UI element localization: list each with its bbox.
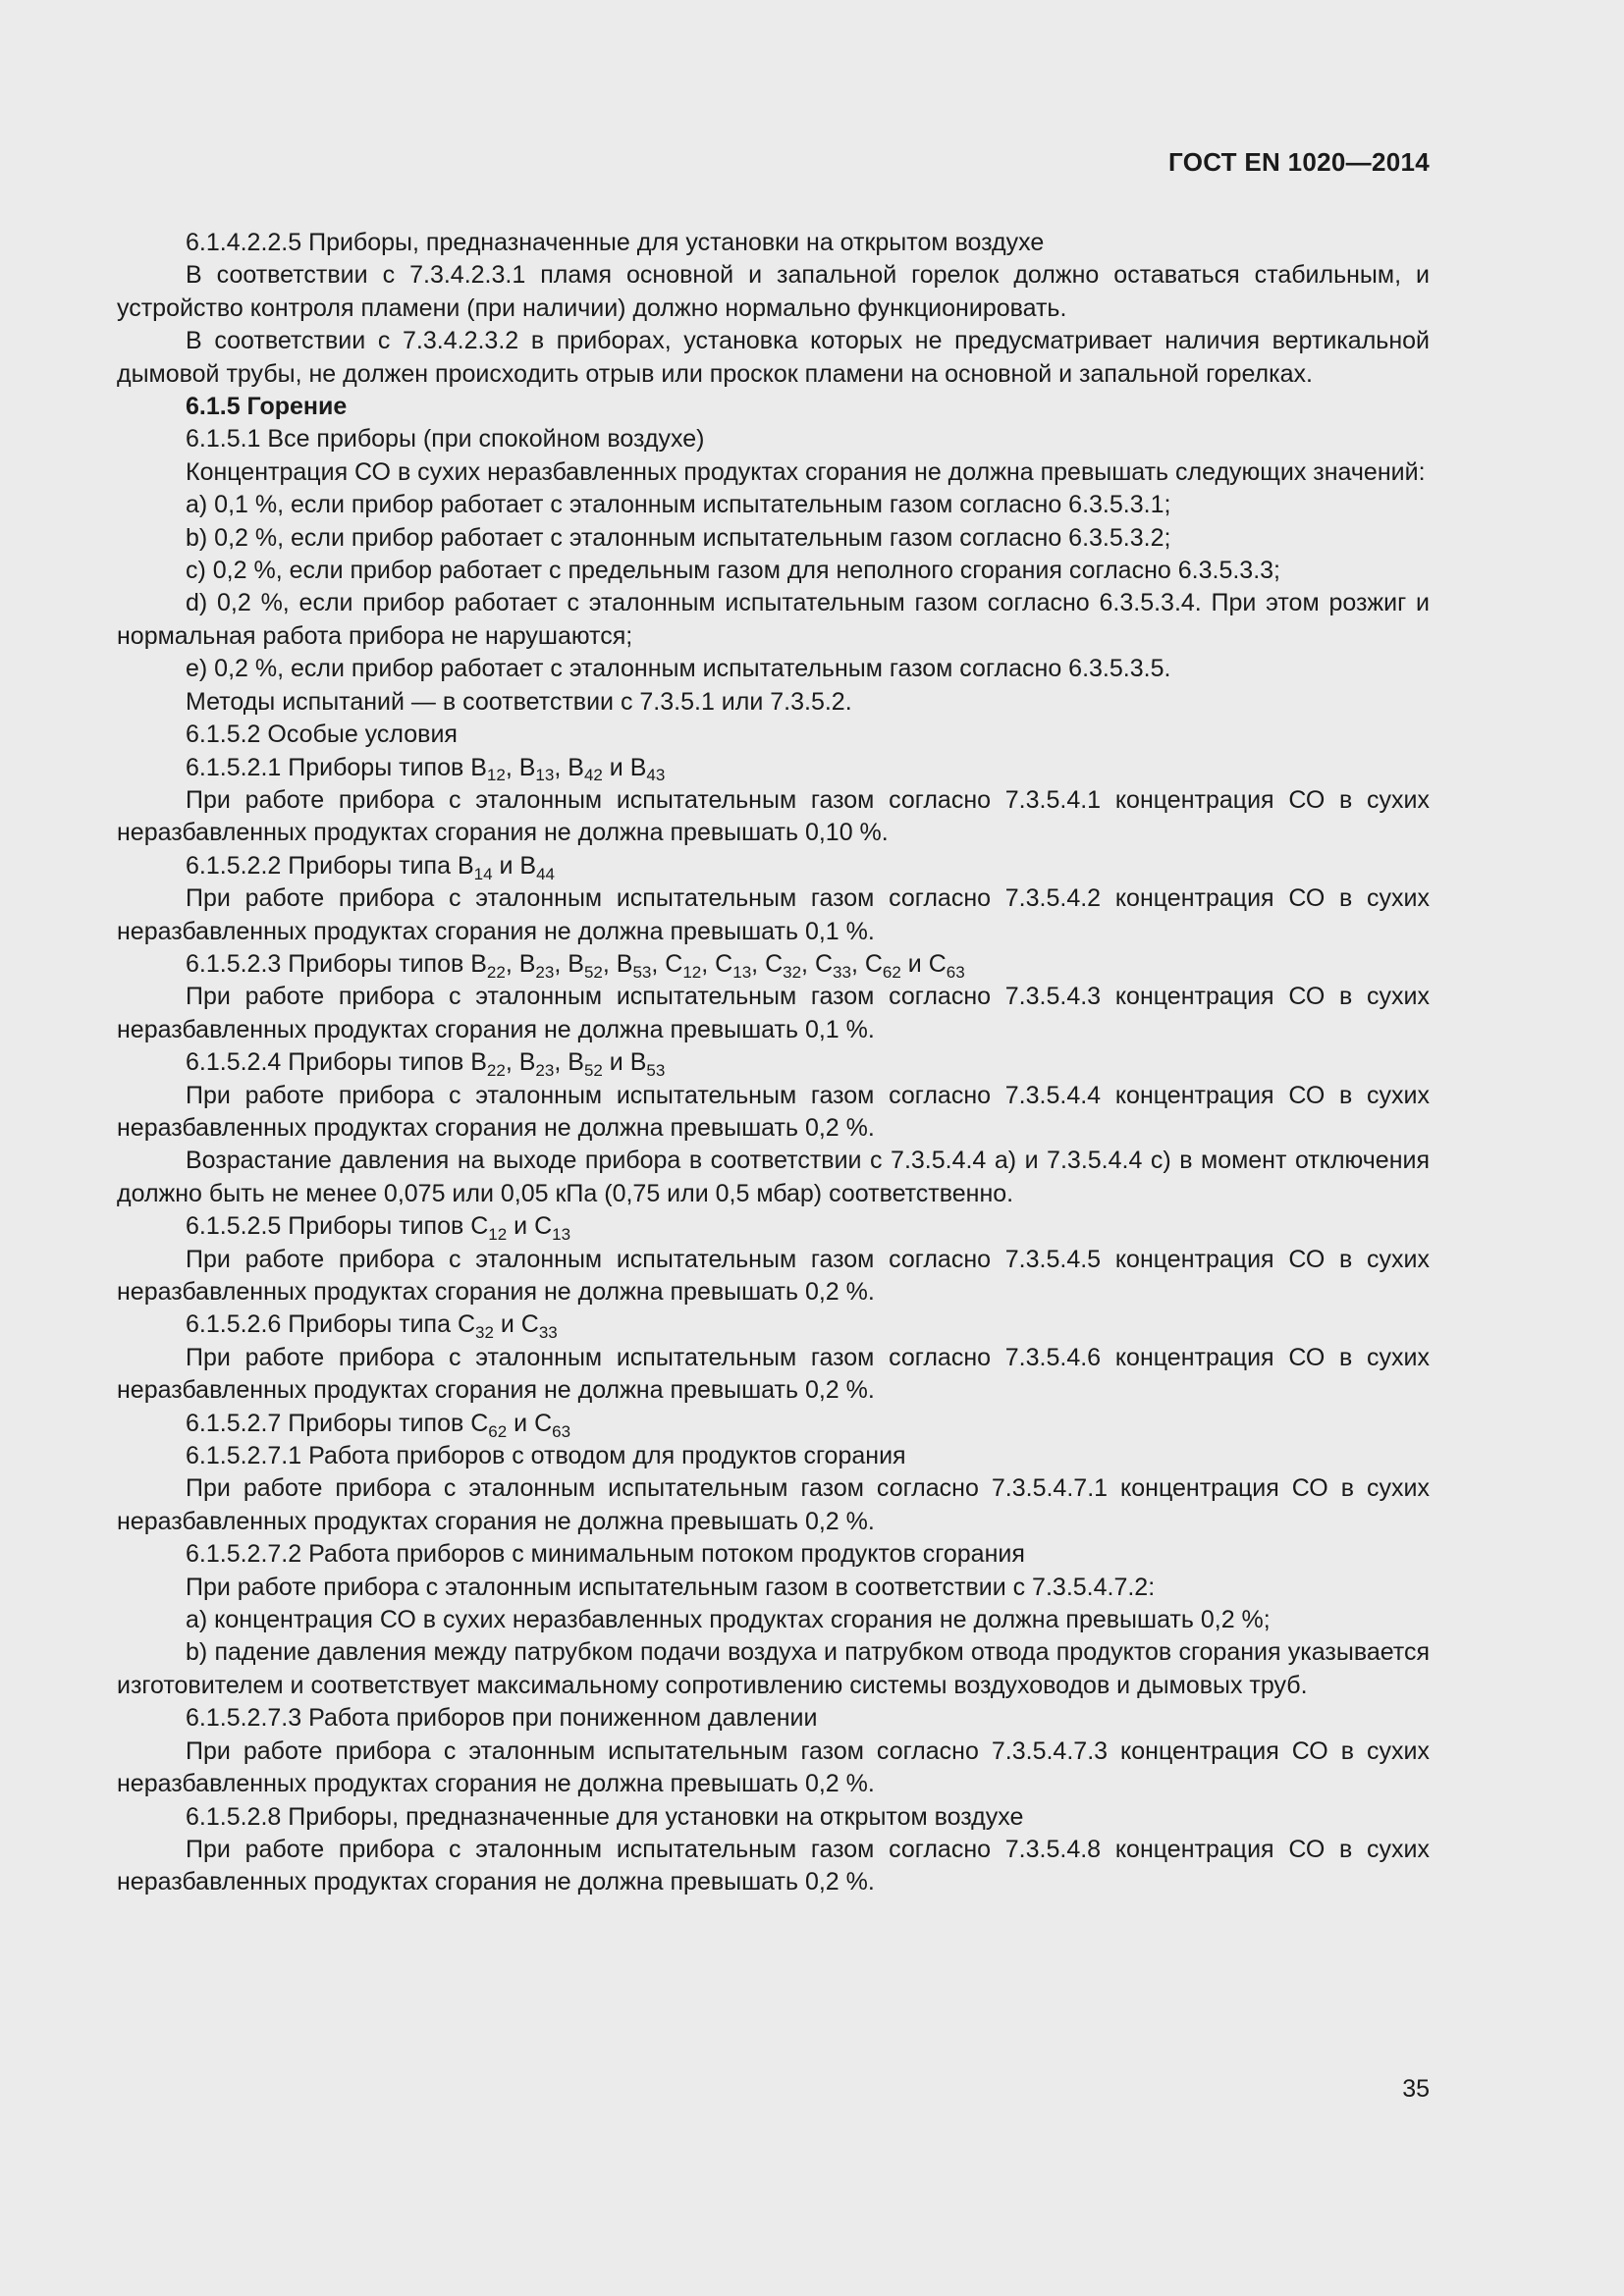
type-subscript: 52 (583, 962, 603, 982)
appliance-type-code: $C_{13}$ (715, 949, 752, 982)
type-subscript: 12 (486, 766, 506, 785)
paragraph: При работе прибора с эталонным испытательным газом согласно 7.3.5.4.2 концентрация СО в сухих неразбавленных продуктах сгорания не должна превышать 0,1 %. (117, 884, 1430, 945)
type-subscript: 43 (646, 766, 666, 785)
appliance-type-code: $B_{12}$ (470, 753, 506, 785)
appliance-type-code: $B_{53}$ (616, 949, 652, 982)
type-subscript: 23 (535, 962, 555, 982)
appliance-type-code: $B_{52}$ (568, 1048, 603, 1081)
type-heading-label: 6.1.5.2.7 Приборы типов (186, 1409, 471, 1437)
list-item: b) 0,2 %, если прибор работает с эталонным испытательным газом согласно 6.3.5.3.2; (186, 523, 1171, 552)
type-heading (117, 752, 1430, 784)
paragraph: 6.1.5.2.7.3 Работа приборов при пониженном давлении (186, 1704, 818, 1733)
appliance-type-code: $C_{63}$ (928, 949, 965, 982)
type-heading (117, 850, 1430, 882)
paragraph: 6.1.5.2 Особые условия (186, 721, 458, 749)
type-heading-label: 6.1.5.2.5 Приборы типов (186, 1212, 471, 1241)
paragraph: При работе прибора с эталонным испытательным газом согласно 7.3.5.4.7.3 концентрация СО в сухих неразбавленных продуктах сгорания не должна превышать 0,2 %. (117, 1736, 1430, 1798)
type-subscript: 14 (473, 864, 493, 883)
appliance-types: $B_{12}$, $B_{13}$, $B_{42}$ и $B_{43}$ (470, 753, 666, 785)
type-subscript: 53 (646, 1061, 666, 1081)
appliance-type-code: $B_{14}$ (457, 851, 493, 883)
type-heading-label: 6.1.5.2.4 Приборы типов (186, 1048, 471, 1077)
type-subscript: 12 (488, 1225, 508, 1245)
paragraph: При работе прибора с эталонным испытательным газом в соответствии с 7.3.5.4.7.2: (186, 1573, 1156, 1601)
type-subscript: 62 (488, 1421, 508, 1441)
list-item: d) 0,2 %, если прибор работает с эталонным испытательным газом согласно 6.3.5.3.4. При этом розжиг и нормальная работа прибора не нарушаются; (117, 589, 1430, 650)
appliance-type-code: $B_{13}$ (518, 753, 555, 785)
paragraph: 6.1.5.2.8 Приборы, предназначенные для установки на открытом воздухе (186, 1802, 1024, 1831)
appliance-type-code: $B_{43}$ (629, 753, 666, 785)
paragraph: Концентрация СО в сухих неразбавленных продуктах сгорания не должна превышать следующих значений: (186, 457, 1426, 486)
type-heading-label: 6.1.5.2.2 Приборы типа (186, 851, 458, 880)
paragraph: При работе прибора с эталонным испытательным газом согласно 7.3.5.4.3 концентрация СО в сухих неразбавленных продуктах сгорания не должна превышать 0,1 %. (117, 983, 1430, 1043)
paragraph: 6.1.5.2.7.1 Работа приборов с отводом для продуктов сгорания (186, 1442, 906, 1470)
appliance-type-code: $B_{22}$ (470, 1048, 506, 1081)
type-heading (117, 1408, 1430, 1440)
section-heading: 6.1.5 Горение (186, 393, 348, 421)
appliance-type-code: $B_{53}$ (629, 1048, 666, 1081)
appliance-type-code: $B_{42}$ (568, 753, 603, 785)
type-subscript: 63 (946, 962, 965, 982)
list-item: a) концентрация СО в сухих неразбавленных продуктах сгорания не должна превышать 0,2 %; (186, 1606, 1271, 1634)
list-item: e) 0,2 %, если прибор работает с эталонным испытательным газом согласно 6.3.5.3.5. (186, 655, 1171, 683)
type-subscript: 42 (583, 766, 603, 785)
appliance-type-code: $B_{23}$ (518, 1048, 555, 1081)
paragraph: При работе прибора с эталонным испытательным газом согласно 7.3.5.4.7.1 концентрация СО в сухих неразбавленных продуктах сгорания не должна превышать 0,2 %. (117, 1474, 1430, 1535)
type-subscript: 13 (535, 766, 555, 785)
type-heading (117, 948, 1430, 981)
appliance-type-code: $C_{62}$ (470, 1409, 508, 1441)
paragraph: 6.1.4.2.2.5 Приборы, предназначенные для установки на открытом воздухе (186, 229, 1045, 256)
type-heading (117, 1308, 1430, 1341)
paragraph: При работе прибора с эталонным испытательным газом согласно 7.3.5.4.5 концентрация СО в сухих неразбавленных продуктах сгорания не должна превышать 0,2 %. (117, 1245, 1430, 1306)
appliance-type-code: $C_{62}$ (864, 949, 901, 982)
paragraph: В соответствии с 7.3.4.2.3.1 пламя основной и запальной горелок должно оставаться стабильным, и устройство контроля пламени (при наличии) должно нормально функционировать. (117, 261, 1430, 322)
appliance-type-code: $C_{12}$ (470, 1212, 508, 1245)
type-subscript: 32 (783, 962, 802, 982)
type-heading-label: 6.1.5.2.3 Приборы типов (186, 949, 471, 978)
standard-code: ГОСТ EN 1020—2014 (1168, 147, 1430, 177)
appliance-type-code: $C_{33}$ (520, 1310, 558, 1343)
paragraph: При работе прибора с эталонным испытательным газом согласно 7.3.5.4.4 концентрация СО в сухих неразбавленных продуктах сгорания не должна превышать 0,2 %. (117, 1081, 1430, 1142)
type-subscript: 12 (682, 962, 702, 982)
appliance-type-code: $B_{44}$ (519, 851, 556, 883)
list-item: a) 0,1 %, если прибор работает с эталонным испытательным газом согласно 6.3.5.3.1; (186, 491, 1171, 519)
document-body (117, 227, 1430, 1899)
list-item: b) падение давления между патрубком подачи воздуха и патрубком отвода продуктов сгорания указывается изготовителем и соответствует максимальному сопротивлению системы воздуховодов и дымовых труб. (117, 1638, 1430, 1699)
appliance-type-code: $C_{12}$ (665, 949, 702, 982)
appliance-types: $B_{22}$, $B_{23}$, $B_{52}$, $B_{53}$, $C_{12}$, $C_{13}$, $C_{32}$, $C_{33}$, $C_{62}$ и $C_{63}$ (470, 949, 965, 982)
type-subscript: 23 (535, 1061, 555, 1081)
type-subscript: 62 (882, 962, 901, 982)
paragraph: При работе прибора с эталонным испытательным газом согласно 7.3.5.4.6 концентрация СО в сухих неразбавленных продуктах сгорания не должна превышать 0,2 %. (117, 1343, 1430, 1405)
type-heading (117, 1046, 1430, 1079)
appliance-types: $B_{14}$ и $B_{44}$ (457, 851, 556, 883)
appliance-type-code: $C_{32}$ (765, 949, 802, 982)
paragraph: При работе прибора с эталонным испытательным газом согласно 7.3.5.4.1 концентрация СО в сухих неразбавленных продуктах сгорания не должна превышать 0,10 %. (117, 785, 1430, 847)
type-subscript: 13 (732, 962, 752, 982)
type-heading-label: 6.1.5.2.6 Приборы типа (186, 1310, 458, 1339)
appliance-type-code: $C_{32}$ (457, 1310, 494, 1343)
appliance-type-code: $C_{33}$ (814, 949, 851, 982)
appliance-types: $C_{62}$ и $C_{63}$ (470, 1409, 571, 1441)
paragraph: При работе прибора с эталонным испытательным газом согласно 7.3.5.4.8 концентрация СО в сухих неразбавленных продуктах сгорания не должна превышать 0,2 %. (117, 1835, 1430, 1896)
appliance-types: $B_{22}$, $B_{23}$, $B_{52}$ и $B_{53}$ (470, 1048, 666, 1081)
type-subscript: 13 (552, 1225, 571, 1245)
type-subscript: 33 (833, 962, 851, 982)
type-subscript: 63 (552, 1421, 571, 1441)
appliance-types: $C_{32}$ и $C_{33}$ (457, 1310, 558, 1343)
paragraph: В соответствии с 7.3.4.2.3.2 в приборах, установка которых не предусматривает наличия вертикальной дымовой трубы, не должен происходить отрыв или проскок пламени на основной и запальной горелках. (117, 327, 1430, 388)
appliance-type-code: $C_{13}$ (534, 1212, 571, 1245)
paragraph: 6.1.5.1 Все приборы (при спокойном воздухе) (186, 425, 705, 454)
appliance-type-code: $C_{63}$ (534, 1409, 571, 1441)
type-subscript: 33 (538, 1323, 558, 1343)
paragraph: Возрастание давления на выходе прибора в соответствии с 7.3.5.4.4 а) и 7.3.5.4.4 с) в момент отключения должно быть не менее 0,075 или 0,05 кПа (0,75 или 0,5 мбар) соответственно. (117, 1147, 1430, 1207)
type-subscript: 22 (486, 962, 506, 982)
appliance-type-code: $B_{52}$ (568, 949, 603, 982)
page-number: 35 (1402, 2075, 1430, 2103)
type-heading-label: 6.1.5.2.1 Приборы типов (186, 753, 471, 781)
appliance-types: $C_{12}$ и $C_{13}$ (470, 1212, 571, 1245)
type-heading (117, 1210, 1430, 1243)
type-subscript: 52 (583, 1061, 603, 1081)
type-subscript: 53 (632, 962, 652, 982)
appliance-type-code: $B_{23}$ (518, 949, 555, 982)
type-subscript: 22 (486, 1061, 506, 1081)
paragraph: 6.1.5.2.7.2 Работа приборов с минимальным потоком продуктов сгорания (186, 1540, 1025, 1569)
list-item: c) 0,2 %, если прибор работает с предельным газом для неполного сгорания согласно 6.3.5.3.3; (186, 557, 1280, 585)
paragraph: Методы испытаний — в соответствии с 7.3.5.1 или 7.3.5.2. (186, 687, 852, 716)
type-subscript: 44 (536, 864, 556, 883)
type-subscript: 32 (475, 1323, 494, 1343)
appliance-type-code: $B_{22}$ (470, 949, 506, 982)
